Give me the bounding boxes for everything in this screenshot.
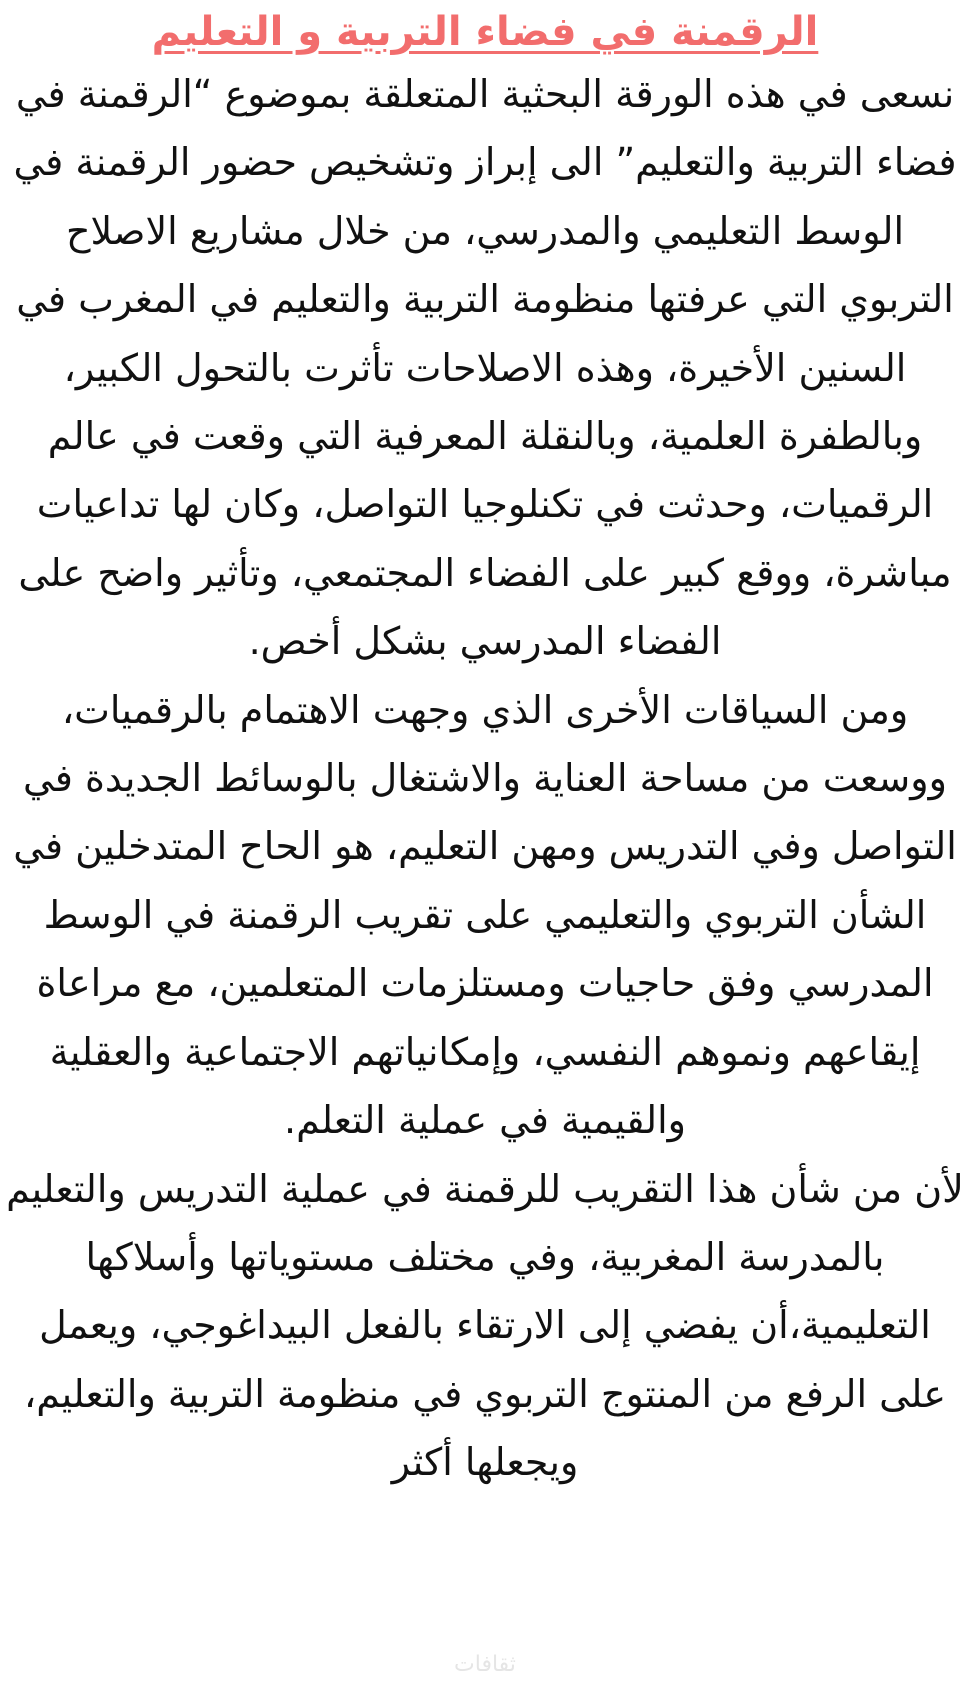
article-paragraph-1: نسعى في هذه الورقة البحثية المتعلقة بموضوع “الرقمنة في فضاء التربية والتعليم” الى إبراز وتشخيص حضور الرقمنة في الوسط التعليمي والمدرسي، من خلال مشاريع الاصلاح التربوي التي عرفتها منظومة التربية والتعليم في المغرب في السنين الأخيرة، وهذه الاصلاحات تأثرت بالتحول الكبير، وبالطفرة العلمية، وبالنقلة المعرفية التي وقعت في عالم الرقميات، وحدثت في تكنلوجيا التواصل، وكان لها تداعيات مباشرة، ووقع كبير على الفضاء المجتمعي، وتأثير واضح على الفضاء المدرسي بشكل أخص. <box>13 72 957 664</box>
article-paragraph-2: ومن السياقات الأخرى الذي وجهت الاهتمام بالرقميات، ووسعت من مساحة العناية والاشتغال بالوسائط الجديدة في التواصل وفي التدريس ومهن التعليم، هو الحاح المتدخلين في الشأن التربوي والتعليمي على تقريب الرقمنة في الوسط المدرسي وفق حاجيات ومستلزمات المتعلمين، مع مراعاة إيقاعهم ونموهم النفسي، وإمكانياتهم الاجتماعية والعقلية والقيمية في عملية التعلم. <box>13 687 957 1143</box>
article-paragraph-3: لأن من شأن هذا التقريب للرقمنة في عملية التدريس والتعليم بالمدرسة المغربية، وفي مختلف مستوياتها وأسلاكها التعليمية،أن يفضي إلى الارتقاء بالفعل البيداغوجي، ويعمل على الرفع من المنتوج التربوي في منظومة التربية والتعليم، ويجعلها أكثر <box>6 1166 964 1485</box>
site-watermark: ثقافات <box>454 1652 516 1677</box>
article-title: الرقمنة في فضاء التربية و التعليم <box>151 9 819 55</box>
